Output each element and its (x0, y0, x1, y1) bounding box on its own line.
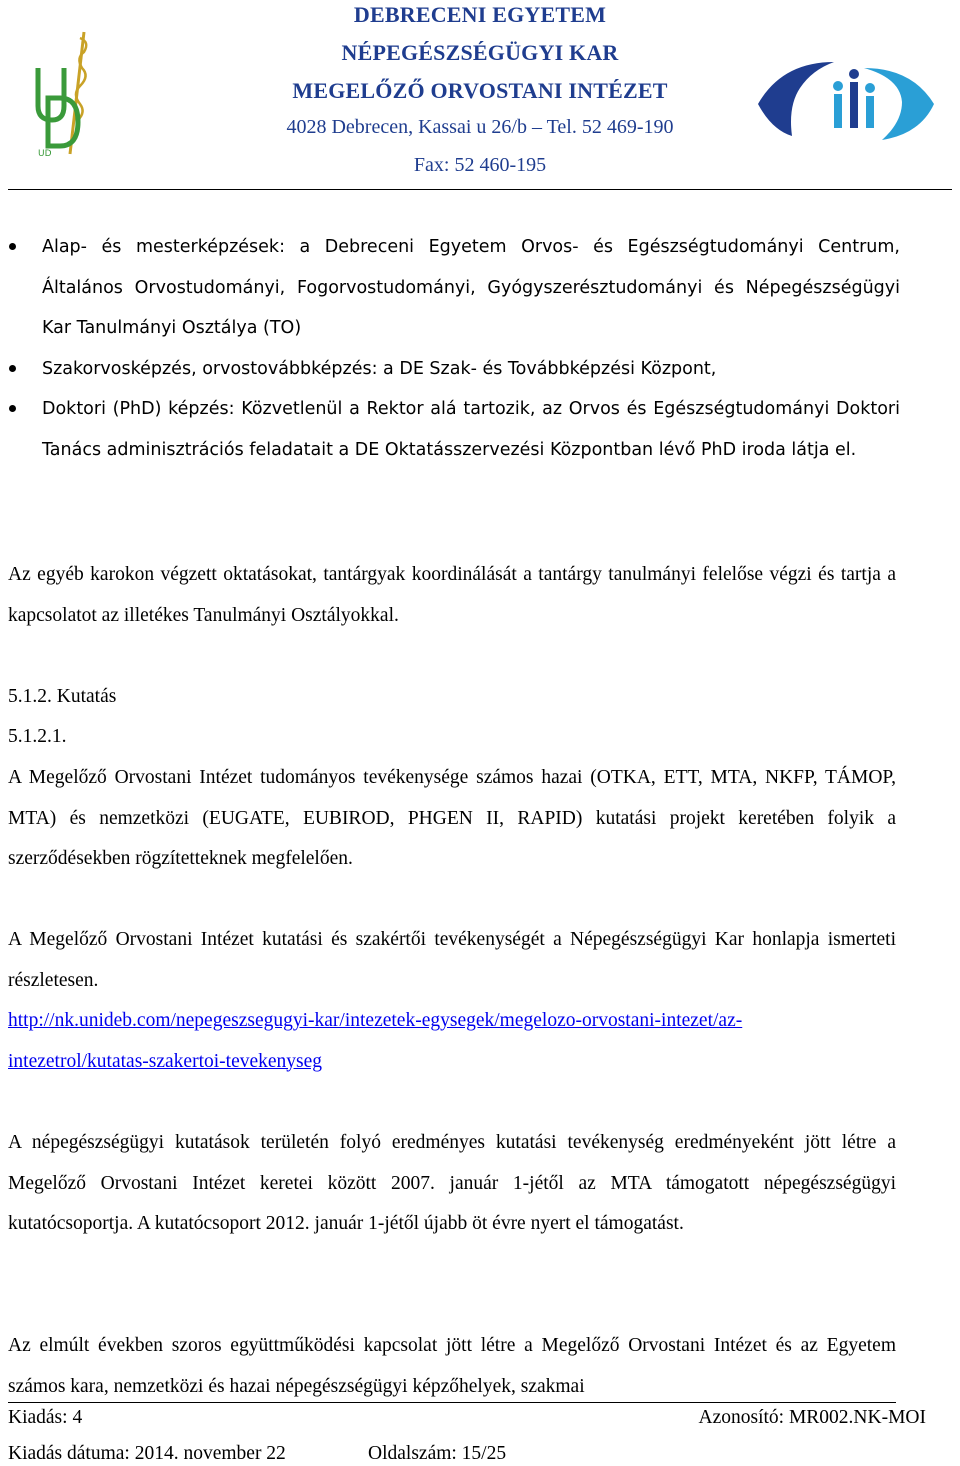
section-heading: 5.1.2. Kutatás (8, 686, 117, 707)
edition-label: Kiadás: 4 (8, 1407, 83, 1428)
document-identifier: Azonosító: MR002.NK-MOI (698, 1407, 926, 1428)
university-name: DEBRECENI EGYETEM (353, 2, 607, 27)
paragraph-website: A Megelőző Orvostani Intézet kutatási és szakértői tevékenységét a Népegészségügyi Kar honlapja ismerteti részletesen. (8, 929, 896, 991)
paragraph-cooperation: Az elmúlt években szoros együttműködési kapcsolat jött létre a Megelőző Orvostani Intézet és az Egyetem számos kara, nemzetközi és hazai népegészségügyi képzőhelyek, szakmai (8, 1335, 896, 1397)
list-item: Alap- és mesterképzések: a Debreceni Egyetem Orvos- és Egészségtudományi Centrum, Általános Orvostudományi, Fogorvostudományi, Gyógyszerésztudományi és Népegészségügyi Kar Tanulmányi Osztálya (TO) (0, 227, 900, 349)
svg-text:UD: UD (38, 149, 52, 158)
research-link-line-1[interactable]: http://nk.unideb.com/nepegeszsegugyi-kar/intezetek-egysegek/megelozo-orvostani-intezet/az- (8, 1010, 743, 1031)
edition-date: Kiadás dátuma: 2014. november 22 (8, 1443, 286, 1464)
research-link-line-2[interactable]: intezetrol/kutatas-szakertoi-tevekenyseg (8, 1050, 323, 1072)
faculty-logo-icon (752, 44, 942, 144)
bullet-list (0, 227, 900, 470)
research-link[interactable] (8, 1001, 908, 1082)
institute-name: MEGELŐZŐ ORVOSTANI INTÉZET (292, 78, 668, 103)
list-item: Doktori (PhD) képzés: Közvetlenül a Rektor alá tartozik, az Orvos és Egészségtudományi Doktori Tanács adminisztrációs feladatait a DE Oktatásszervezési Központban lévő PhD iroda látja el. (0, 389, 900, 470)
paragraph-research-group: A népegészségügyi kutatások területén folyó eredményes kutatási tevékenység eredményeként jött létre a Megelőző Orvostani Intézet keretei között 2007. január 1-jétől az MTA támogatott népegészségügyi kutatócsoportja. A kutatócsoport 2012. január 1-jétől újabb öt évre nyert el támogatást. (8, 1132, 896, 1234)
list-item: Szakorvosképzés, orvostovábbképzés: a DE Szak- és Továbbképzési Központ, (0, 349, 900, 390)
paragraph-coordination: Az egyéb karokon végzett oktatásokat, tantárgyak koordinálását a tantárgy tanulmányi felelőse végzi és tartja a kapcsolatot az illetékes Tanulmányi Osztályokkal. (8, 564, 896, 626)
document-header (0, 0, 960, 190)
subsection-heading: 5.1.2.1. (8, 726, 67, 747)
paragraph-research: A Megelőző Orvostani Intézet tudományos tevékenysége számos hazai (OTKA, ETT, MTA, NKFP, TÁMOP, MTA) és nemzetközi (EUGATE, EUBIROD, PHGEN II, RAPID) kutatási projekt keretében folyik a szerződésekben rögzítetteknek megfelelően. (8, 767, 896, 869)
footer-divider (8, 1402, 896, 1403)
page-number: Oldalszám: 15/25 (368, 1443, 507, 1464)
faculty-name: NÉPEGÉSZSÉGÜGYI KAR (341, 40, 619, 65)
address-phone: 4028 Debrecen, Kassai u 26/b – Tel. 52 469-190 (286, 116, 674, 138)
header-divider (8, 189, 952, 190)
fax-number: Fax: 52 460-195 (413, 154, 547, 176)
